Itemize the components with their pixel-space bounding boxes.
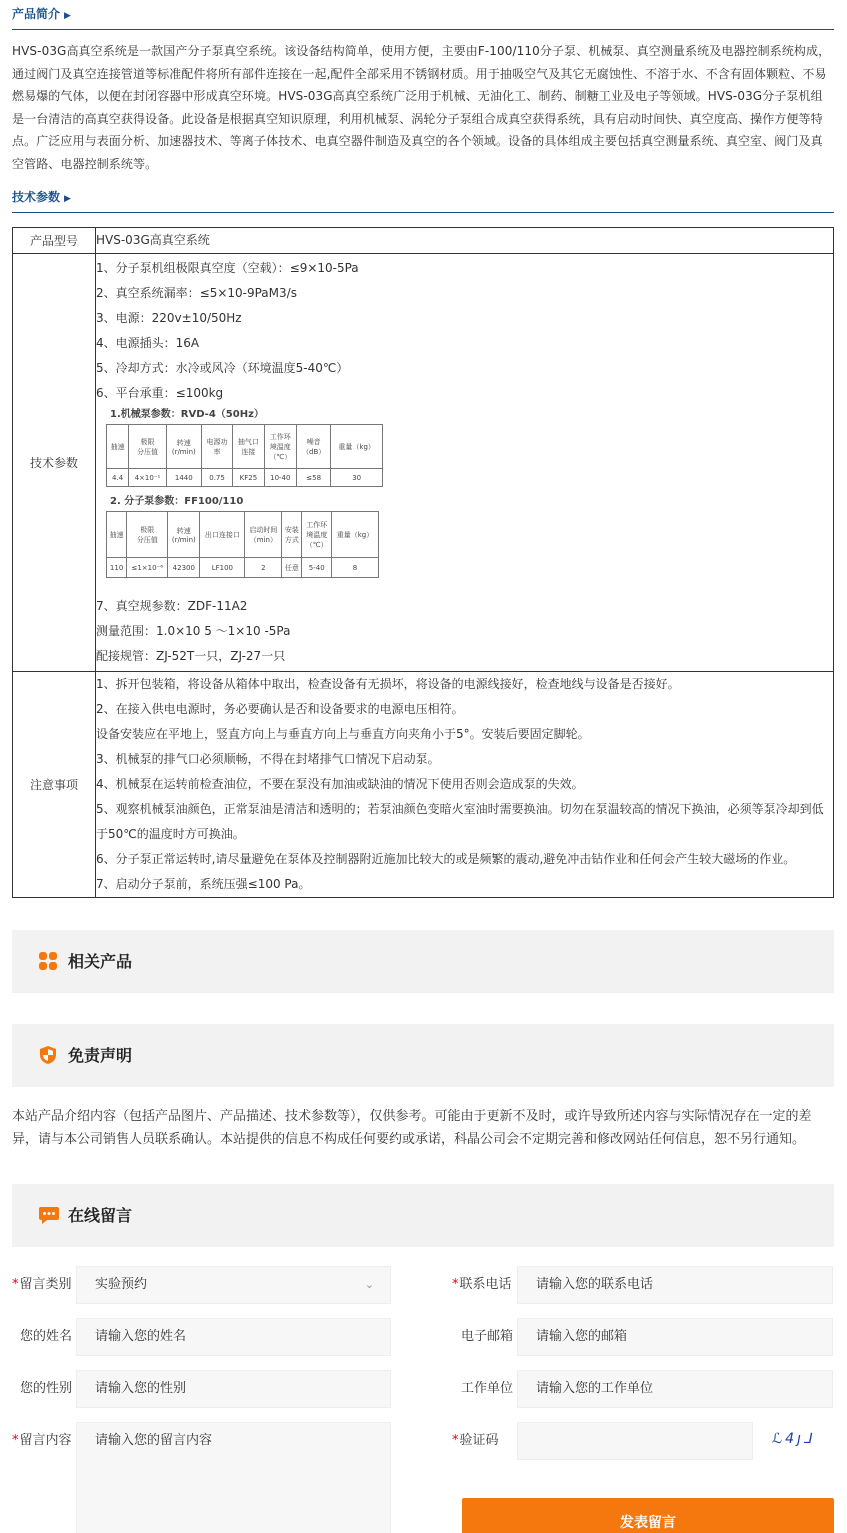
mol-header: 转速 (r/min)	[168, 512, 200, 558]
mol-header: 安装 方式	[282, 512, 302, 558]
tech-values	[96, 254, 834, 672]
mol-header: 极限 分压值	[127, 512, 168, 558]
mech-header: 极限 分压值	[129, 425, 167, 469]
specs-title: 技术参数	[12, 190, 61, 204]
caret-right-icon: ▶	[64, 194, 71, 204]
email-label: 电子邮箱	[461, 1329, 514, 1344]
model-label: 产品型号	[13, 228, 96, 254]
disclaimer-bar	[12, 1024, 834, 1087]
note-line: 7、启动分子泵前，系统压强≤100 Pa。	[96, 877, 311, 891]
disclaimer-title: 免责声明	[68, 1046, 133, 1065]
category-select[interactable]	[76, 1266, 391, 1304]
tech-line: 5、冷却方式：水冷或风冷（环境温度5-40℃）	[96, 361, 349, 375]
mol-header: 工作环 境温度 （℃）	[302, 512, 332, 558]
caret-right-icon: ▶	[64, 11, 71, 21]
disclaimer-text: 本站产品介绍内容（包括产品图片、产品描述、技术参数等），仅供参考。可能由于更新不及时，或许导致所述内容与实际情况存在一定的差异，请与本公司销售人员联系确认。本站提供的信息不构成任何要约或承诺，科晶公司会不定期完善和修改网站任何信息，恕不另行通知。	[12, 1109, 812, 1147]
mol-cell: 42300	[168, 558, 200, 578]
mol-pump-table	[106, 511, 379, 578]
mech-header: 抽速	[107, 425, 129, 469]
note-line: 4、机械泵在运转前检查油位，不要在泵没有加油或缺油的情况下使用否则会造成泵的失效。	[96, 777, 584, 791]
mech-cell: 1440	[166, 469, 201, 487]
mol-header: 启动时间 （min）	[245, 512, 282, 558]
tech-line: 1、分子泵机组极限真空度（空载）：≤9×10-5Pa	[96, 261, 359, 275]
mol-header: 出口连接口	[200, 512, 245, 558]
intro-text: HVS-03G高真空系统是一款国产分子泵真空系统。该设备结构简单，使用方便，主要由F-100/110分子泵、机械泵、真空测量系统及电器控制系统构成，通过阀门及真空连接管道等标准配件将所有部件连接在一起,配件全部采用不锈钢材质。用于抽吸空气及其它无腐蚀性、不溶于水、不含有固体颗粒、不易燃易爆的气体，以便在封闭容器中形成真空环境。HVS-03G高真空系统广泛用于机械、无油化工、制药、制糖工业及电子等领域。HVS-03G分子泵机组是一台清洁的高真空获得设备。此设备是根据真空知识原理，利用机械泵、涡轮分子泵组合成真空获得系统，具有启动时间快、真空度高、操作方便等特点。广泛应用与表面分析、加速器技术、等离子体技术、电真空器件制造及真空的各个领域。设备的具体组成主要包括真空测量系统、真空室、阀门及真空管路、电器控制系统等。	[12, 44, 831, 171]
related-products-bar	[12, 930, 834, 993]
tech-line: 7、真空规参数：ZDF-11A2	[96, 599, 248, 613]
mol-cell: ≤1×10⁻⁶	[127, 558, 168, 578]
mech-header: 噪音 （dB）	[297, 425, 331, 469]
category-label: *留言类别	[12, 1277, 72, 1292]
mech-cell: KF25	[233, 469, 264, 487]
mol-cell: 2	[245, 558, 282, 578]
mech-cell: 10-40	[264, 469, 296, 487]
notes-values	[96, 672, 834, 898]
mol-cell: LF100	[200, 558, 245, 578]
category-value: 实验预约	[95, 1277, 148, 1292]
note-line: 6、分子泵正常运转时,请尽量避免在泵体及控制器附近施加比较大的或是频繁的震动,避免冲击钻作业和任何会产生较大磁场的作业。	[96, 852, 796, 866]
mech-header: 转速 (r/min)	[166, 425, 201, 469]
note-line: 设备安装应在平地上，竖直方向上与垂直方向上与垂直方向夹角小于5°。安装后要固定脚轮。	[96, 727, 590, 741]
chevron-down-icon: ⌄	[364, 1278, 374, 1291]
mech-cell: 4.4	[107, 469, 129, 487]
tech-line: 测量范围：1.0×10 5 ～1×10 -5Pa	[96, 624, 291, 638]
mech-cell: 30	[331, 469, 383, 487]
captcha-input[interactable]	[517, 1422, 753, 1460]
notes-label: 注意事项	[13, 672, 96, 898]
note-line: 5、观察机械泵油颜色，正常泵油是清洁和透明的；若泵油颜色变暗火室油时需要换油。切勿在泵温较高的情况下换油，必须等泵冷却到低	[96, 802, 824, 816]
mol-cell: 110	[107, 558, 127, 578]
mech-header: 抽气口 连接	[233, 425, 264, 469]
intro-header	[12, 6, 834, 30]
captcha-label: *验证码	[452, 1433, 499, 1448]
mech-cell: 4×10⁻¹	[129, 469, 167, 487]
mech-pump-title: 1.机械泵参数：RVD-4（50Hz）	[110, 409, 264, 420]
captcha-image[interactable]: ℒ4ȷ⅃	[772, 1431, 815, 1447]
note-line: 于50℃的温度时方可换油。	[96, 827, 245, 841]
related-title: 相关产品	[68, 952, 133, 971]
mol-header: 重量（kg）	[332, 512, 379, 558]
email-input[interactable]: 请输入您的邮箱	[517, 1318, 833, 1356]
name-input[interactable]: 请输入您的姓名	[76, 1318, 391, 1356]
tech-line: 配接规管：ZJ-52T一只，ZJ-27一只	[96, 649, 286, 663]
mech-cell: ≤58	[297, 469, 331, 487]
message-bar	[12, 1184, 834, 1247]
gender-label: 您的性别	[20, 1381, 73, 1396]
mol-cell: 任意	[282, 558, 302, 578]
specs-header	[12, 189, 834, 213]
content-textarea[interactable]: 请输入您的留言内容	[76, 1422, 391, 1533]
tech-line: 3、电源：220v±10/50Hz	[96, 311, 242, 325]
company-label: 工作单位	[461, 1381, 514, 1396]
mech-pump-table	[106, 424, 383, 487]
mech-header: 电源功 率	[201, 425, 232, 469]
phone-label: *联系电话	[452, 1277, 512, 1292]
mol-cell: 8	[332, 558, 379, 578]
tech-line: 6、平台承重：≤100kg	[96, 386, 224, 400]
mech-header: 工作环 境温度 （℃）	[264, 425, 296, 469]
mol-pump-title: 2. 分子泵参数：FF100/110	[110, 496, 244, 507]
company-input[interactable]: 请输入您的工作单位	[517, 1370, 833, 1408]
grid-icon	[38, 951, 58, 971]
tech-line: 2、真空系统漏率：≤5×10-9PaM3/s	[96, 286, 297, 300]
model-value: HVS-03G高真空系统	[96, 233, 210, 247]
intro-title: 产品简介	[12, 7, 61, 21]
mech-header: 重量（kg）	[331, 425, 383, 469]
tech-line: 4、电源插头：16A	[96, 336, 200, 350]
spec-table	[12, 227, 834, 898]
note-line: 3、机械泵的排气口必须顺畅，不得在封堵排气口情况下启动泵。	[96, 752, 440, 766]
note-line: 2、在接入供电电源时，务必要确认是否和设备要求的电源电压相符。	[96, 702, 464, 716]
message-title: 在线留言	[68, 1206, 133, 1225]
shield-icon	[38, 1045, 58, 1065]
gender-input[interactable]: 请输入您的性别	[76, 1370, 391, 1408]
note-line: 1、拆开包装箱，将设备从箱体中取出，检查设备有无损坏，将设备的电源线接好，检查地线与设备是否接好。	[96, 677, 680, 691]
tech-label: 技术参数	[13, 254, 96, 672]
name-label: 您的姓名	[20, 1329, 73, 1344]
mech-cell: 0.75	[201, 469, 232, 487]
phone-input[interactable]: 请输入您的联系电话	[517, 1266, 833, 1304]
mol-header: 抽速	[107, 512, 127, 558]
chat-bubble-icon	[38, 1205, 60, 1225]
mol-cell: 5-40	[302, 558, 332, 578]
content-label: *留言内容	[12, 1433, 72, 1448]
submit-button[interactable]: 发表留言	[462, 1498, 834, 1533]
